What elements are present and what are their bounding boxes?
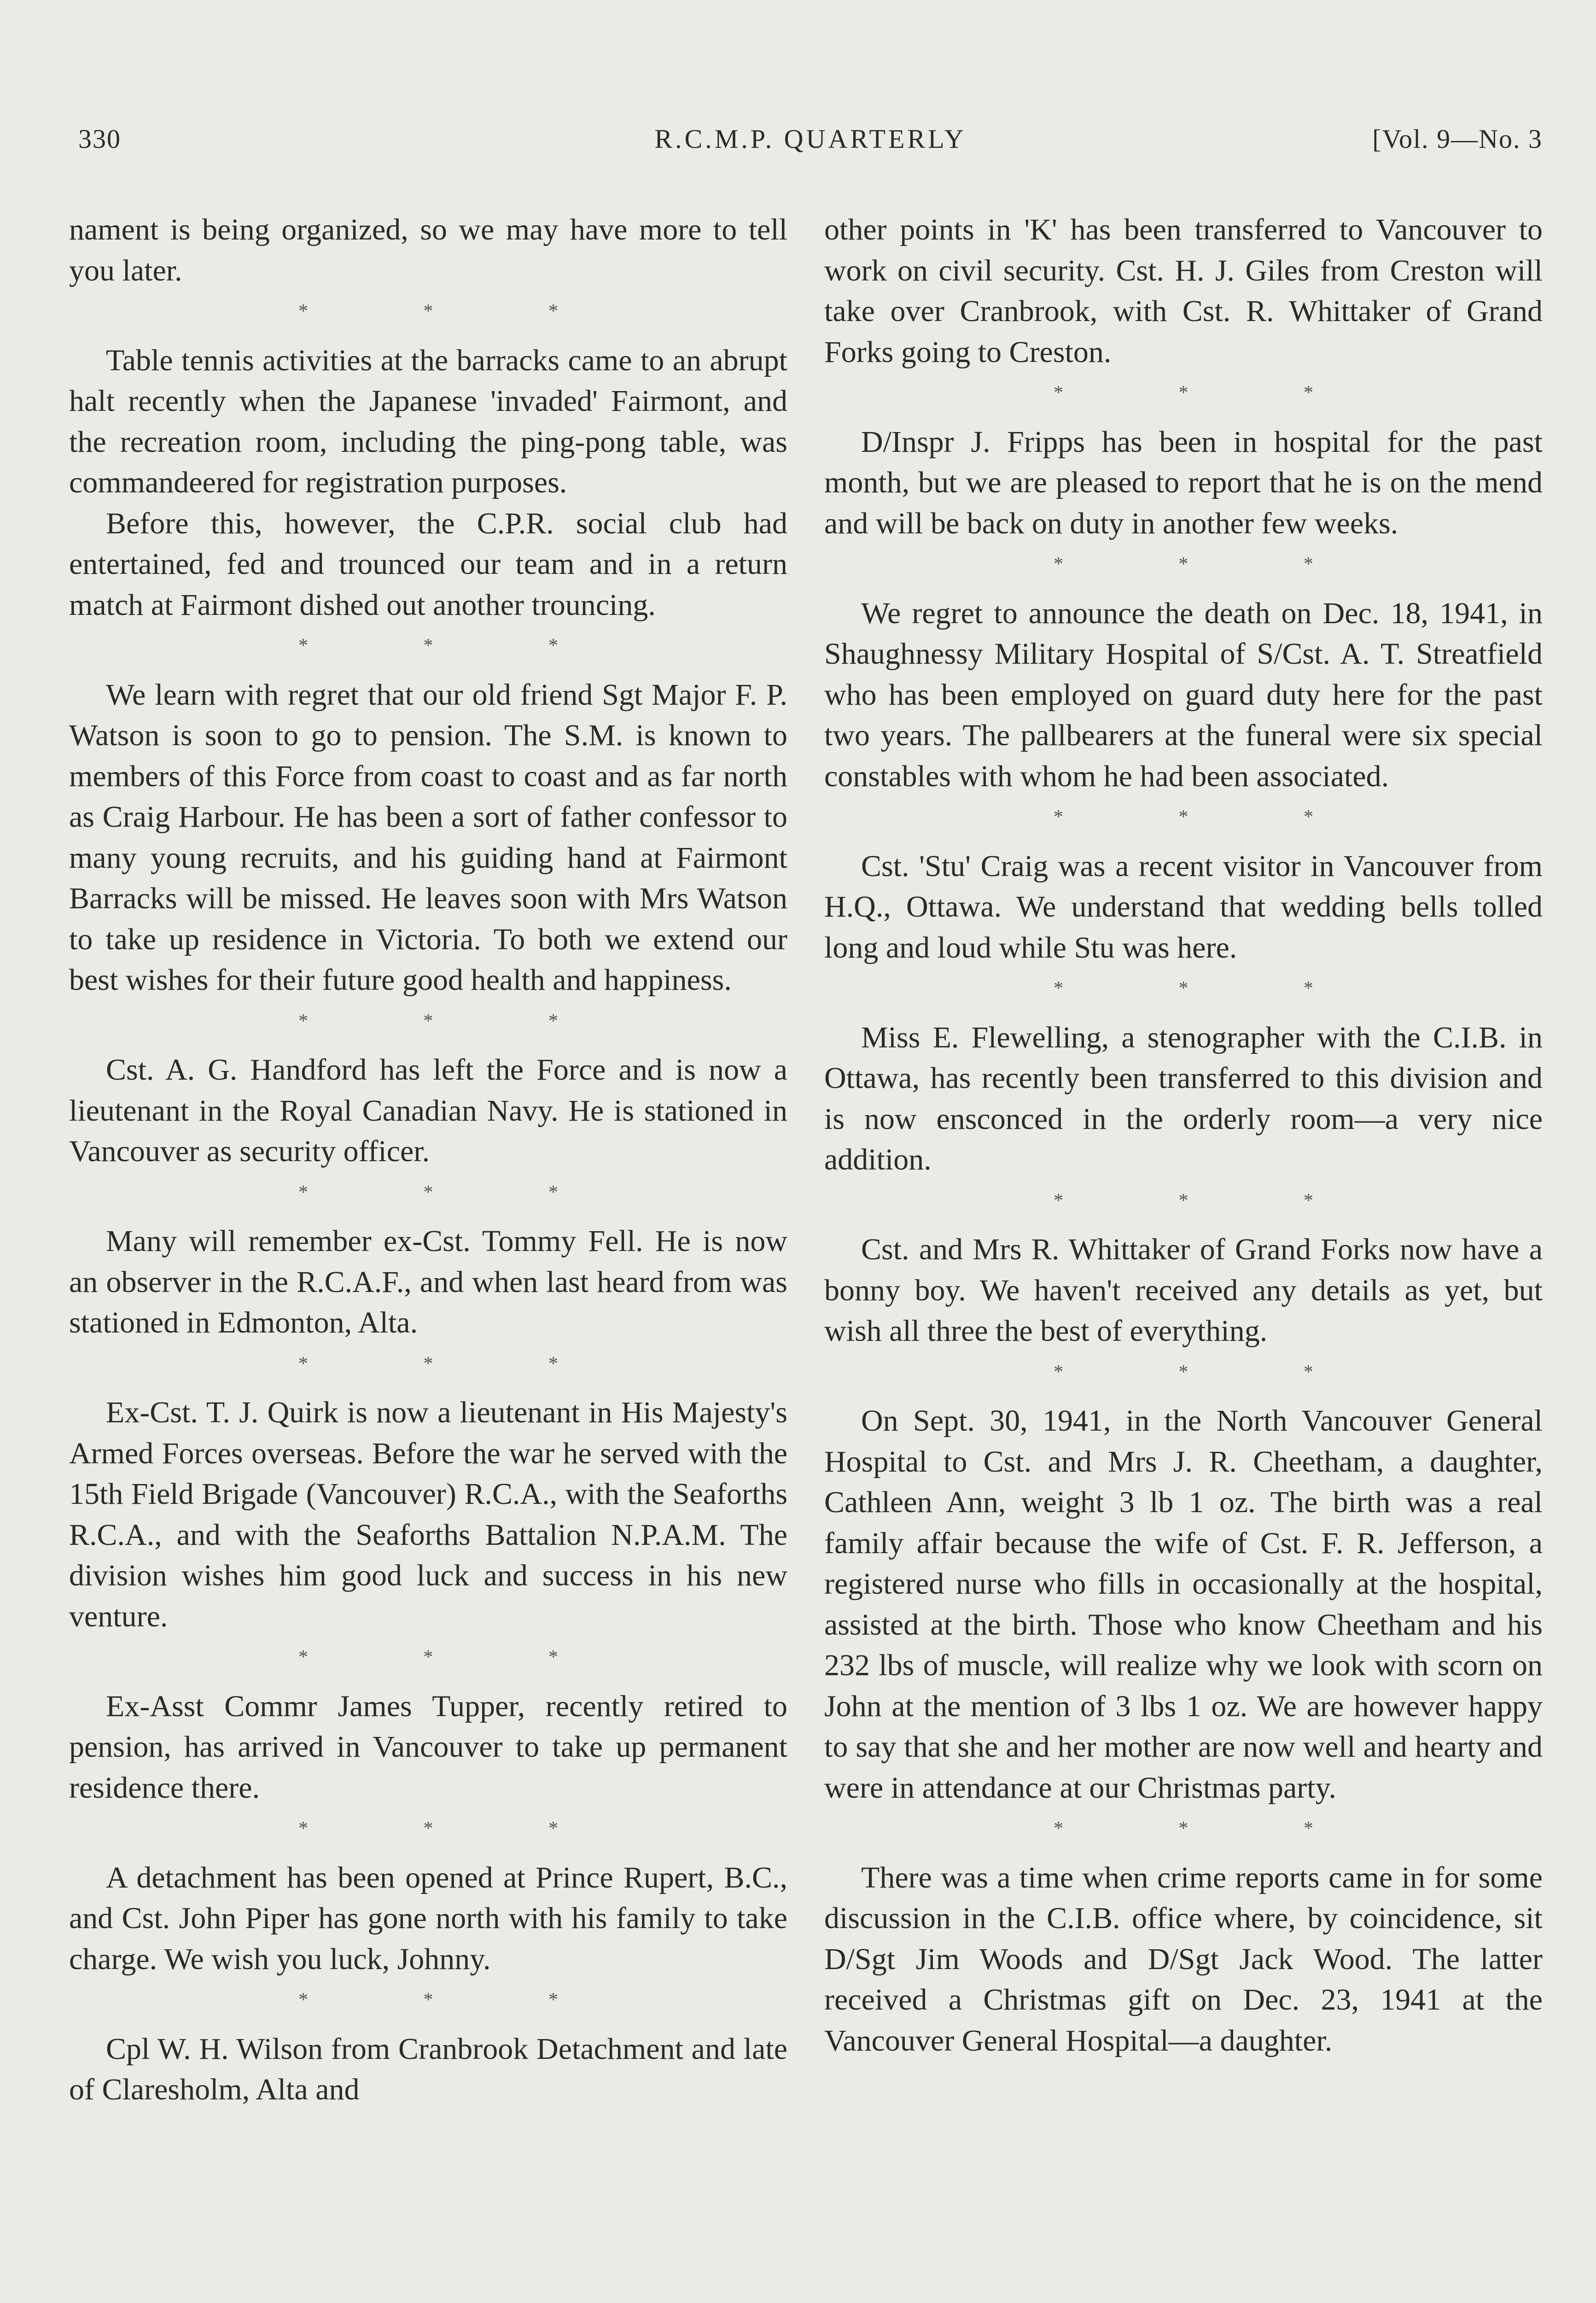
paragraph: Many will remember ex-Cst. Tommy Fell. He is now an observer in the R.C.A.F., and when last heard from was stationed in Edmonton, Alta. — [69, 1224, 787, 1339]
paragraph: Cst. and Mrs R. Whittaker of Grand Forks now have a bonny boy. We haven't received any details as yet, but wish all three the best of everything. — [824, 1233, 1543, 1348]
section-separator: * * * — [1054, 807, 1313, 828]
section-separator: * * * — [298, 635, 558, 656]
paragraph: Ex-Cst. T. J. Quirk is now a lieutenant in His Majesty's Armed Forces overseas. Before the war he served with the 15th Field Brigade (Vancouver) R.C.A., with the Seaforths R.C.A., and with the Seaforths Battalion N.P.A.M. The division wishes him good luck and success in his new venture. — [69, 1396, 787, 1633]
section-separator: * * * — [298, 1181, 558, 1203]
page-number: 330 — [78, 124, 121, 154]
paragraph: D/Inspr J. Fripps has been in hospital for the past month, but we are pleased to report that he is on the mend and will be back on duty in another few weeks. — [824, 425, 1543, 540]
paragraph: Before this, however, the C.P.R. social club had entertained, fed and trounced our team and in a return match at Fairmont dished out another trouncing. — [69, 506, 787, 622]
journal-title: R.C.M.P. QUARTERLY — [654, 124, 967, 154]
section-separator: * * * — [1054, 1190, 1313, 1211]
paragraph: other points in 'K' has been transferred to Vancouver to work on civil security. Cst. H. J. Giles from Creston will take over Cranbrook, with Cst. R. Whittaker of Grand Forks going to Creston. — [824, 213, 1543, 369]
paragraph: Miss E. Flewelling, a stenographer with the C.I.B. in Ottawa, has recently been transferred to this division and is now ensconced in the orderly room—a very nice addition. — [824, 1020, 1543, 1176]
paragraph: On Sept. 30, 1941, in the North Vancouver General Hospital to Cst. and Mrs J. R. Cheetham, a daughter, Cathleen Ann, weight 3 lb 1 oz. The birth was a real family affair because the wife of Cst. F. R. Jefferson, a registered nurse who fills in occasionally at the hospital, assisted at the birth. Those who know Cheetham and his 232 lbs of muscle, will realize why we look with scorn on John at the mention of 3 lbs 1 oz. We are however happy to say that she and her mother are now well and hearty and were in attendance at our Christmas party. — [824, 1404, 1543, 1805]
section-separator: * * * — [298, 1353, 558, 1374]
paragraph: Cst. A. G. Handford has left the Force and is now a lieutenant in the Royal Canadian Navy. He is stationed in Vancouver as security officer. — [69, 1053, 787, 1168]
paragraph: nament is being organized, so we may have more to tell you later. — [69, 213, 787, 287]
paragraph: There was a time when crime reports came in for some discussion in the C.I.B. office where, by coincidence, sit D/Sgt Jim Woods and D/Sgt Jack Wood. The latter received a Christmas gift on Dec. 23, 1941 at the Vancouver General Hospital—a daughter. — [824, 1860, 1543, 2058]
paragraph: Cst. 'Stu' Craig was a recent visitor in Vancouver from H.Q., Ottawa. We understand that wedding bells tolled long and loud while Stu was here. — [824, 849, 1543, 964]
section-separator: * * * — [1054, 1361, 1313, 1383]
section-separator: * * * — [298, 1989, 558, 2011]
volume-issue: [Vol. 9—No. 3 — [1372, 124, 1543, 154]
section-separator: * * * — [1054, 554, 1313, 575]
paragraph: We regret to announce the death on Dec. 18, 1941, in Shaughnessy Military Hospital of S/Cst. A. T. Streatfield who has been employed on guard duty here for the past two years. The pallbearers at the funeral were six special constables with whom he had been associated. — [824, 596, 1543, 793]
section-separator: * * * — [298, 1010, 558, 1032]
page-header — [78, 123, 1543, 160]
left-column — [69, 210, 787, 2110]
paragraph: Cpl W. H. Wilson from Cranbrook Detachment and late of Claresholm, Alta and — [69, 2032, 787, 2106]
paragraph: We learn with regret that our old friend Sgt Major F. P. Watson is soon to go to pension. The S.M. is known to members of this Force from coast to coast and as far north as Craig Harbour. He has been a sort of father confessor to many young recruits, and his guiding hand at Fairmont Barracks will be missed. He leaves soon with Mrs Watson to take up residence in Victoria. To both we extend our best wishes for their future good health and happiness. — [69, 678, 787, 997]
section-separator: * * * — [298, 1647, 558, 1668]
section-separator: * * * — [1054, 1818, 1313, 1839]
section-separator: * * * — [1054, 978, 1313, 999]
paragraph: Ex-Asst Commr James Tupper, recently retired to pension, has arrived in Vancouver to take up permanent residence there. — [69, 1689, 787, 1805]
right-column — [824, 210, 1543, 2061]
section-separator: * * * — [298, 1818, 558, 1839]
paragraph: A detachment has been opened at Prince Rupert, B.C., and Cst. John Piper has gone north with his family to take charge. We wish you luck, Johnny. — [69, 1860, 787, 1976]
section-separator: * * * — [1054, 382, 1313, 403]
section-separator: * * * — [298, 301, 558, 322]
paragraph: Table tennis activities at the barracks came to an abrupt halt recently when the Japanese 'invaded' Fairmont, and the recreation room, including the ping-pong table, was commandeered for registration purposes. — [69, 343, 787, 499]
